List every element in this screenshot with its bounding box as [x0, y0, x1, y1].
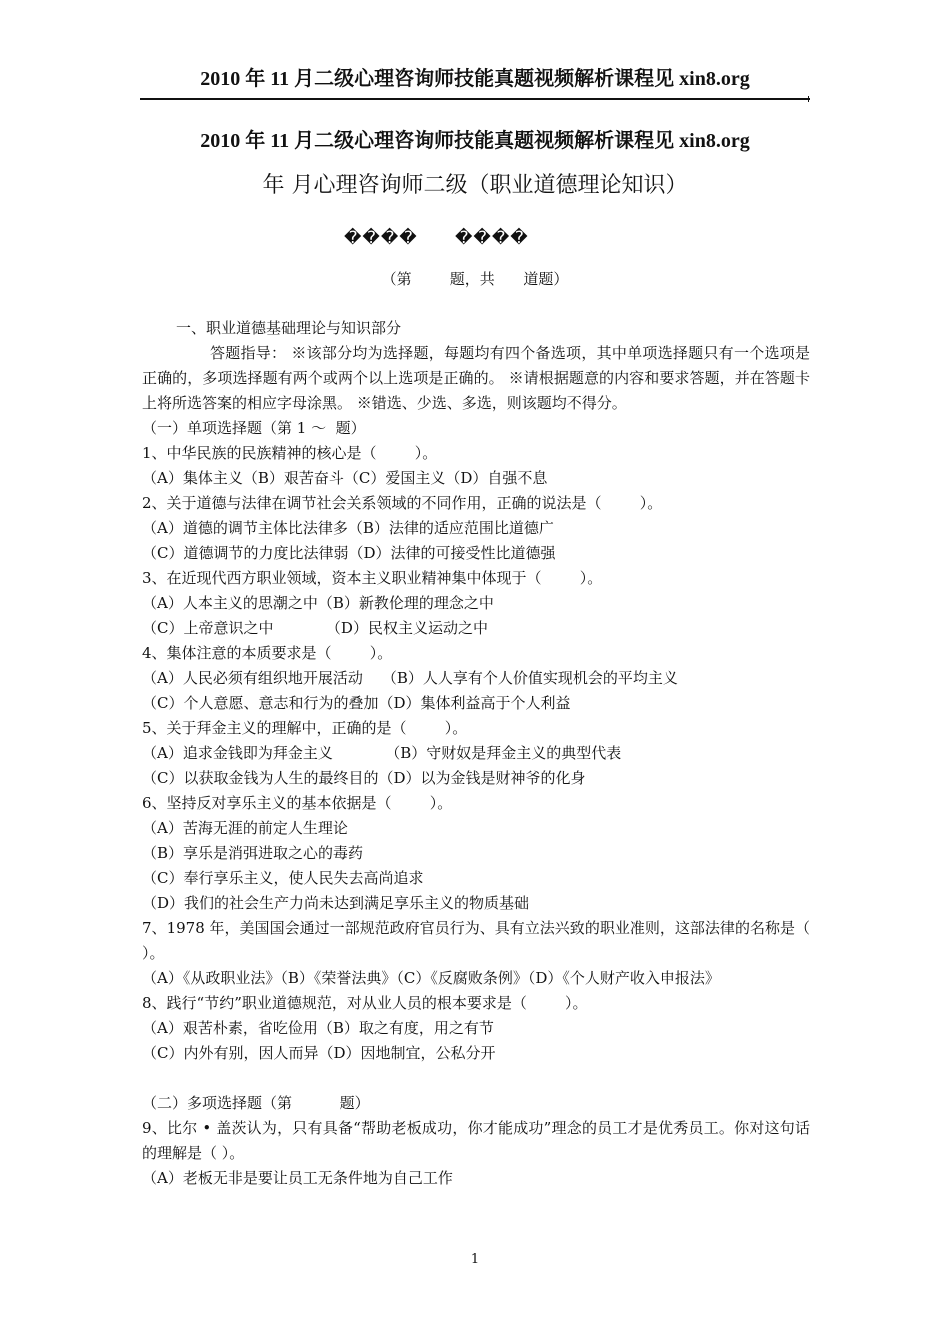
garbled-text-right: ����	[455, 228, 529, 248]
question-paragraph: 7、1978 年，美国国会通过一部规范政府官员行为、具有立法兴致的职业准则，这部法律的名称是（ ）。	[142, 919, 810, 962]
document-title: 2010 年 11 月二级心理咨询师技能真题视频解析课程见 xin8.org	[200, 130, 750, 152]
section-heading: 一、职业道德基础理论与知识部分	[176, 319, 402, 337]
header-rule-mark	[808, 96, 809, 102]
option-line: （A）老板无非是要让员工无条件地为自己工作	[142, 1169, 453, 1187]
running-header: 2010 年 11 月二级心理咨询师技能真题视频解析课程见 xin8.org	[200, 68, 750, 90]
option-line: （A）人民必须有组织地开展活动 （B）人人享有个人价值实现机会的平均主义	[142, 669, 678, 687]
page-number: 1	[470, 1252, 480, 1267]
question-line: 5、关于拜金主义的理解中，正确的是（ ）。	[142, 719, 468, 737]
garbled-text-left: ����	[344, 228, 418, 248]
option-line: （A）《从政职业法》（B）《荣誉法典》（C）《反腐败条例》（D）《个人财产收入申报法》	[142, 969, 720, 987]
option-line: （A）集体主义（B）艰苦奋斗（C）爱国主义（D）自强不息	[142, 469, 548, 487]
option-line: （C）奉行享乐主义，使人民失去高尚追求	[142, 869, 424, 887]
blank-line	[142, 1066, 810, 1091]
option-line: （A）道德的调节主体比法律多（B）法律的适应范围比道德广	[142, 519, 554, 537]
option-line: （A）苦海无涯的前定人生理论	[142, 819, 348, 837]
question-count: （第 题，共 道题）	[381, 270, 569, 288]
question-line: 1、中华民族的民族精神的核心是（ ）。	[142, 444, 438, 462]
option-line: （C）个人意愿、意志和行为的叠加（D）集体利益高于个人利益	[142, 694, 571, 712]
option-line: （D）我们的社会生产力尚未达到满足享乐主义的物质基础	[142, 894, 530, 912]
option-line: （A）艰苦朴素，省吃俭用（B）取之有度，用之有节	[142, 1019, 494, 1037]
question-line: 3、在近现代西方职业领域，资本主义职业精神集中体现于（ ）。	[142, 569, 603, 587]
exam-title: 年 月心理咨询师二级（职业道德理论知识）	[262, 173, 688, 198]
option-line: （B）享乐是消弭进取之心的毒药	[142, 844, 364, 862]
option-line: （C）上帝意识之中 （D）民权主义运动之中	[142, 619, 488, 637]
answer-instructions: 答题指导： ※该部分均为选择题，每题均有四个备选项，其中单项选择题只有一个选项是正确的，多项选择题有两个或两个以上选项是正确的。 ※请根据题意的内容和要求答题，并在答题卡上将所选答案的相应字母涂黑。 ※错选、少选、多选，则该题均不得分。	[142, 344, 810, 412]
option-line: （A）人本主义的思潮之中（B）新教伦理的理念之中	[142, 594, 494, 612]
exam-body	[142, 316, 810, 1191]
question-paragraph: 9、比尔 • 盖茨认为，只有具备“帮助老板成功，你才能成功”理念的员工才是优秀员工。你对这句话的理解是（ ）。	[142, 1119, 810, 1162]
multi-choice-heading: （二）多项选择题（第 题）	[142, 1094, 370, 1112]
question-line: 4、集体注意的本质要求是（ ）。	[142, 644, 393, 662]
question-line: 8、践行“节约”职业道德规范，对从业人员的根本要求是（ ）。	[142, 994, 588, 1012]
option-line: （C）内外有别，因人而异（D）因地制宜，公私分开	[142, 1044, 496, 1062]
header-rule	[140, 98, 810, 100]
single-choice-heading: （一）单项选择题（第 1 ～ 题）	[142, 419, 366, 437]
question-line: 6、坚持反对享乐主义的基本依据是（ ）。	[142, 794, 453, 812]
option-line: （A）追求金钱即为拜金主义 （B）守财奴是拜金主义的典型代表	[142, 744, 622, 762]
option-line: （C）道德调节的力度比法律弱（D）法律的可接受性比道德强	[142, 544, 556, 562]
option-line: （C）以获取金钱为人生的最终目的（D）以为金钱是财神爷的化身	[142, 769, 586, 787]
question-line: 2、关于道德与法律在调节社会关系领域的不同作用，正确的说法是（ ）。	[142, 494, 663, 512]
